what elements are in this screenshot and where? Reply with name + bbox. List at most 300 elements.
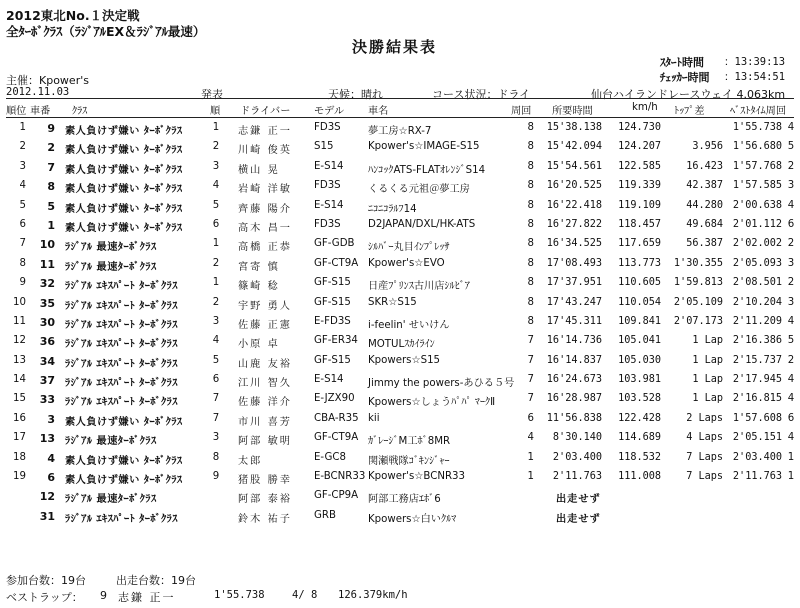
average-speed: 110.054 <box>618 296 661 308</box>
total-time: 15'54.561 <box>546 160 602 172</box>
event-title: 2012東北No.１決定戦 <box>6 8 140 23</box>
car-model: E-BCNR33 <box>314 471 366 483</box>
driver-name: 阿部 敏明 <box>238 436 292 448</box>
laps: 8 <box>527 122 534 133</box>
car-number: 37 <box>39 374 55 388</box>
total-time: 16'34.525 <box>546 238 602 250</box>
gap-to-top: 49.684 <box>686 218 723 230</box>
average-speed: 118.457 <box>618 218 661 230</box>
table-row <box>0 138 800 157</box>
average-speed: 110.605 <box>618 277 661 289</box>
gap-to-top: 1'30.355 <box>673 257 723 269</box>
gap-to-top: 1 Lap <box>692 374 723 386</box>
position: 15 <box>13 393 26 405</box>
best-lap-number: 3 <box>787 257 795 269</box>
position: 9 <box>19 277 26 289</box>
driver-name: 岩崎 洋敏 <box>238 184 292 196</box>
gap-to-top: 1'59.813 <box>673 277 723 289</box>
position: 19 <box>13 471 26 483</box>
laps: 7 <box>527 393 534 405</box>
average-speed: 103.981 <box>618 374 661 386</box>
car-number: 35 <box>39 296 55 310</box>
car-model: GF-CT9A <box>314 257 359 269</box>
car-name: SKR☆S15 <box>368 296 417 308</box>
laps: 8 <box>527 199 534 211</box>
laps: 7 <box>527 335 534 347</box>
best-lap-number: 4 <box>787 315 795 327</box>
class-name: ﾗｼﾞｱﾙ ｴｷｽﾊﾟｰﾄ ﾀｰﾎﾞｸﾗｽ <box>65 378 178 390</box>
car-model: E-S14 <box>314 160 344 172</box>
car-name: kii <box>368 412 380 424</box>
table-row <box>0 274 800 293</box>
class-position: 7 <box>212 393 220 405</box>
best-lap-label: ベストラップ： <box>6 591 83 604</box>
car-number: 2 <box>47 141 55 155</box>
position: 12 <box>13 335 26 347</box>
best-lap-number: 4 <box>787 393 795 405</box>
class-name: ﾗｼﾞｱﾙ ｴｷｽﾊﾟｰﾄ ﾀｰﾎﾞｸﾗｽ <box>65 397 178 409</box>
average-speed: 103.528 <box>618 393 661 405</box>
start-time: ：13:39:13 <box>724 56 786 68</box>
car-model: FD3S <box>314 122 341 133</box>
table-row <box>0 371 800 390</box>
position: 13 <box>13 354 26 366</box>
best-lap-number: 4 <box>787 122 795 133</box>
best-lap-time: 2'16.386 <box>732 335 782 347</box>
laps: 8 <box>527 277 534 289</box>
best-lap-time: 2'15.737 <box>732 354 782 366</box>
laps: 8 <box>527 160 534 172</box>
best-lap-number: 6 <box>787 218 795 230</box>
best-lap-number: 3 <box>787 296 795 308</box>
car-number: 31 <box>39 509 55 523</box>
best-lap-number: 2 <box>787 277 795 289</box>
car-number: 1 <box>47 218 55 232</box>
position: 3 <box>19 160 26 172</box>
col-no: 車番 <box>30 106 51 117</box>
total-time: 16'24.673 <box>546 374 602 386</box>
driver-name: 宮寄 慎 <box>238 261 280 273</box>
best-lap-time: 1'55.738 <box>214 589 265 601</box>
car-name: D2JAPAN/DXL/HK-ATS <box>368 218 476 230</box>
average-speed: 119.109 <box>618 199 661 211</box>
car-model: GF-S15 <box>314 277 351 289</box>
car-model: GF-CP9A <box>314 490 359 502</box>
average-speed: 122.585 <box>618 160 661 172</box>
driver-name: 江川 智久 <box>238 378 292 390</box>
average-speed: 114.689 <box>618 432 661 444</box>
average-speed: 119.339 <box>618 180 661 192</box>
total-time: 16'14.837 <box>546 354 602 366</box>
table-row <box>0 235 800 254</box>
car-number: 7 <box>47 160 55 174</box>
checker-time: ：13:54:51 <box>724 71 786 83</box>
event-subtitle: 全ﾀｰﾎﾞｸﾗｽ（ﾗｼﾞｱﾙEX＆ﾗｼﾞｱﾙ最速） <box>6 24 206 39</box>
table-row <box>0 294 800 313</box>
car-name: Kpower's☆EVO <box>368 257 445 269</box>
table-row <box>0 487 800 506</box>
table-row <box>0 119 800 138</box>
best-lap-time: 1'56.680 <box>732 141 782 153</box>
car-number: 11 <box>39 257 55 271</box>
car-number: 34 <box>39 354 55 368</box>
average-speed: 117.659 <box>618 238 661 250</box>
total-time: 17'43.247 <box>546 296 602 308</box>
col-driver: ドライバー <box>240 106 291 117</box>
class-position: 4 <box>212 180 220 192</box>
results-table <box>0 119 800 526</box>
driver-name: 横山 晃 <box>238 164 280 176</box>
driver-name: 宇野 勇人 <box>238 300 292 312</box>
class-name: ﾗｼﾞｱﾙ 最速ﾀｰﾎﾞｸﾗｽ <box>65 261 157 273</box>
total-time: 15'42.094 <box>546 141 602 153</box>
car-model: E-S14 <box>314 199 344 211</box>
class-position: 1 <box>212 238 220 250</box>
car-model: GF-CT9A <box>314 432 359 444</box>
car-number: 10 <box>39 238 55 252</box>
best-lap-number: 2 <box>787 160 795 172</box>
position: 7 <box>19 238 26 250</box>
class-position: 1 <box>212 122 220 133</box>
car-model: GF-GDB <box>314 238 355 250</box>
table-row <box>0 429 800 448</box>
driver-name: 鈴木 祐子 <box>238 513 292 525</box>
laps: 8 <box>527 180 534 192</box>
table-row <box>0 255 800 274</box>
driver-name: 小原 卓 <box>238 339 280 351</box>
class-position: 3 <box>212 315 220 327</box>
table-row <box>0 216 800 235</box>
course-condition: コース状況：ドライ <box>432 88 531 101</box>
car-number: 6 <box>47 471 55 485</box>
driver-name: 志鎌 正一 <box>238 126 292 137</box>
total-time: 16'22.418 <box>546 199 602 211</box>
page-title: 決勝結果表 <box>352 38 438 56</box>
best-lap-time: 2'16.815 <box>732 393 782 405</box>
header-rule-bottom <box>6 117 794 118</box>
best-lap-time: 2'00.638 <box>732 199 782 211</box>
class-name: 素人負けず嫌い ﾀｰﾎﾞｸﾗｽ <box>65 203 183 215</box>
car-model: E-S14 <box>314 374 344 386</box>
average-speed: 124.730 <box>618 122 661 133</box>
car-name: 阿部工務店ｴﾎﾞ6 <box>368 494 441 506</box>
total-time: 17'45.311 <box>546 315 602 327</box>
position: 17 <box>13 432 26 444</box>
total-time: 16'28.987 <box>546 393 602 405</box>
car-number: 5 <box>47 199 55 213</box>
organizer: 主催：Kpower's <box>6 74 89 87</box>
position: 10 <box>13 296 26 308</box>
car-number: 3 <box>47 412 55 426</box>
class-name: 素人負けず嫌い ﾀｰﾎﾞｸﾗｽ <box>65 126 183 137</box>
car-name: ﾆｺﾆｺﾗﾙﾌ14 <box>368 203 417 215</box>
car-name: MOTULｽｶｲﾗｲﾝ <box>368 339 435 351</box>
best-lap-speed: 126.379km/h <box>338 589 408 601</box>
best-lap-number: 2 <box>787 238 795 250</box>
gap-to-top: 2'07.173 <box>673 315 723 327</box>
laps: 8 <box>527 296 534 308</box>
driver-name: 佐藤 正憲 <box>238 319 292 331</box>
starters-count: 出走台数：19台 <box>116 574 196 587</box>
table-row <box>0 158 800 177</box>
average-speed: 118.532 <box>618 451 661 463</box>
class-position: 3 <box>212 160 220 172</box>
car-model: E-JZX90 <box>314 393 355 405</box>
average-speed: 113.773 <box>618 257 661 269</box>
col-gap: ﾄｯﾌﾟ差 <box>674 106 705 117</box>
car-name: Kpowers☆S15 <box>368 354 441 366</box>
weather: 天候：晴れ <box>328 88 383 101</box>
best-lap-number: 4 <box>787 432 795 444</box>
car-number: 12 <box>39 490 55 504</box>
laps: 8 <box>527 315 534 327</box>
position: 4 <box>19 180 26 192</box>
class-name: 素人負けず嫌い ﾀｰﾎﾞｸﾗｽ <box>65 416 183 428</box>
total-time: 16'27.822 <box>546 218 602 230</box>
driver-name: 高橋 正恭 <box>238 242 292 254</box>
class-position: 6 <box>212 218 220 230</box>
col-class: ｸﾗｽ <box>72 106 88 117</box>
class-name: ﾗｼﾞｱﾙ ｴｷｽﾊﾟｰﾄ ﾀｰﾎﾞｸﾗｽ <box>65 319 178 331</box>
best-lap-driver: 志鎌 正一 <box>118 591 176 604</box>
gap-to-top: 2 Laps <box>686 412 723 424</box>
total-time: 2'11.763 <box>552 471 602 483</box>
col-speed: km/h <box>632 102 658 113</box>
driver-name: 高木 昌一 <box>238 222 292 234</box>
total-time: 15'38.138 <box>546 122 602 133</box>
class-position: 5 <box>212 199 220 211</box>
car-name: Kpowers☆白いｸﾙﾏ <box>368 513 457 525</box>
class-name: 素人負けず嫌い ﾀｰﾎﾞｸﾗｽ <box>65 145 183 157</box>
best-lap-time: 2'08.501 <box>732 277 782 289</box>
car-name: ﾊﾝｺｯｸATS-FLATｵﾚﾝｼﾞS14 <box>368 164 486 176</box>
laps: 8 <box>527 218 534 230</box>
table-row <box>0 313 800 332</box>
car-name: 日産ﾌﾟﾘﾝｽ古川店ｼﾙﾋﾞｱ <box>368 281 470 293</box>
class-position: 5 <box>212 354 220 366</box>
start-label: 発表 <box>201 88 223 101</box>
car-model: S15 <box>314 141 334 153</box>
table-row <box>0 352 800 371</box>
total-time: 16'20.525 <box>546 180 602 192</box>
driver-name: 篠崎 稔 <box>238 281 280 293</box>
position: 2 <box>19 141 26 153</box>
checker-time-label: ﾁｪｯｶｰ時間 <box>660 71 710 84</box>
table-row <box>0 177 800 196</box>
average-speed: 105.041 <box>618 335 661 347</box>
best-lap-number: 4 <box>787 374 795 386</box>
best-lap-time: 1'57.768 <box>732 160 782 172</box>
car-model: E-GC8 <box>314 451 346 463</box>
best-lap-time: 2'17.945 <box>732 374 782 386</box>
position: 6 <box>19 218 26 230</box>
laps: 7 <box>527 354 534 366</box>
class-position: 1 <box>212 277 220 289</box>
best-lap-number: 5 <box>787 141 795 153</box>
position: 18 <box>13 451 26 463</box>
car-name: 関瀬戦隊ｺﾞｷﾝｼﾞｬｰ <box>368 455 450 467</box>
car-number: 36 <box>39 335 55 349</box>
car-model: GF-ER34 <box>314 335 358 347</box>
class-position: 3 <box>212 432 220 444</box>
car-model: FD3S <box>314 180 341 192</box>
table-row <box>0 507 800 526</box>
best-lap-time: 2'03.400 <box>732 451 782 463</box>
best-lap-time: 1'57.608 <box>732 412 782 424</box>
laps: 8 <box>527 141 534 153</box>
col-pos: 順位 <box>6 106 27 117</box>
did-not-start: 出走せず <box>556 513 601 525</box>
driver-name: 市川 喜芳 <box>238 416 292 428</box>
total-time: 17'37.951 <box>546 277 602 289</box>
total-time: 17'08.493 <box>546 257 602 269</box>
average-speed: 124.207 <box>618 141 661 153</box>
class-position: 4 <box>212 335 220 347</box>
total-time: 11'56.838 <box>546 412 602 424</box>
col-ord: 順 <box>210 106 221 117</box>
table-row <box>0 410 800 429</box>
class-name: ﾗｼﾞｱﾙ ｴｷｽﾊﾟｰﾄ ﾀｰﾎﾞｸﾗｽ <box>65 339 178 351</box>
table-row <box>0 449 800 468</box>
class-name: ﾗｼﾞｱﾙ ｴｷｽﾊﾟｰﾄ ﾀｰﾎﾞｸﾗｽ <box>65 300 178 312</box>
col-car: 車名 <box>368 106 389 117</box>
driver-name: 阿部 泰裕 <box>238 494 292 506</box>
best-lap-time: 2'11.763 <box>732 471 782 483</box>
best-lap-number: 6 <box>787 412 795 424</box>
gap-to-top: 1 Lap <box>692 393 723 405</box>
start-time-label: ｽﾀｰﾄ時間 <box>660 56 704 69</box>
car-name: Jimmy the powers-あひる５号 <box>368 378 515 390</box>
table-row <box>0 197 800 216</box>
car-number: 4 <box>47 451 55 465</box>
car-name: ｶﾞﾚｰｼﾞM工ﾎﾞ8MR <box>368 436 451 448</box>
position: 16 <box>13 412 26 424</box>
laps: 6 <box>527 412 534 424</box>
gap-to-top: 3.956 <box>692 141 723 153</box>
laps: 7 <box>527 374 534 386</box>
gap-to-top: 4 Laps <box>686 432 723 444</box>
table-row <box>0 332 800 351</box>
car-model: GF-S15 <box>314 296 351 308</box>
best-lap-number: 5 <box>787 335 795 347</box>
gap-to-top: 2'05.109 <box>673 296 723 308</box>
gap-to-top: 7 Laps <box>686 451 723 463</box>
col-laps: 周回 <box>511 106 532 117</box>
gap-to-top: 44.280 <box>686 199 723 211</box>
did-not-start: 出走せず <box>556 494 601 506</box>
car-model: CBA-R35 <box>314 412 359 424</box>
best-lap-number: 3 <box>787 180 795 192</box>
car-number: 32 <box>39 277 55 291</box>
average-speed: 105.030 <box>618 354 661 366</box>
class-position: 7 <box>212 412 220 424</box>
class-name: ﾗｼﾞｱﾙ 最速ﾀｰﾎﾞｸﾗｽ <box>65 436 157 448</box>
circuit: 仙台ハイランドレースウェイ 4.063km <box>591 88 786 101</box>
car-name: 夢工房☆RX-7 <box>368 126 432 137</box>
class-name: ﾗｼﾞｱﾙ ｴｷｽﾊﾟｰﾄ ﾀｰﾎﾞｸﾗｽ <box>65 358 178 370</box>
laps: 8 <box>527 238 534 250</box>
best-lap-number: 1 <box>787 451 795 463</box>
driver-name: 猪股 勝幸 <box>238 475 292 487</box>
gap-to-top: 1 Lap <box>692 335 723 347</box>
gap-to-top: 1 Lap <box>692 354 723 366</box>
car-model: E-FD3S <box>314 315 351 327</box>
car-number: 13 <box>39 432 55 446</box>
best-lap-lap: 4/ 8 <box>292 589 318 601</box>
best-lap-number: 4 <box>787 199 795 211</box>
best-lap-time: 2'05.151 <box>732 432 782 444</box>
class-name: 素人負けず嫌い ﾀｰﾎﾞｸﾗｽ <box>65 164 183 176</box>
col-time: 所要時間 <box>552 106 593 117</box>
class-position: 2 <box>212 296 220 308</box>
average-speed: 109.841 <box>618 315 661 327</box>
class-position: 9 <box>212 471 220 483</box>
class-name: 素人負けず嫌い ﾀｰﾎﾞｸﾗｽ <box>65 184 183 196</box>
position: 14 <box>13 374 26 386</box>
car-model: FD3S <box>314 218 341 230</box>
total-time: 2'03.400 <box>552 451 602 463</box>
average-speed: 111.008 <box>618 471 661 483</box>
best-lap-time: 1'57.585 <box>732 180 782 192</box>
total-time: 8'30.140 <box>552 432 602 444</box>
driver-name: 川崎 俊英 <box>238 145 292 157</box>
laps: 1 <box>527 451 534 463</box>
position: 11 <box>13 315 26 327</box>
car-name: Kpower's☆IMAGE-S15 <box>368 141 480 153</box>
driver-name: 山鹿 友裕 <box>238 358 292 370</box>
best-lap-time: 2'11.209 <box>732 315 782 327</box>
car-number: 33 <box>39 393 55 407</box>
car-name: Kpower's☆BCNR33 <box>368 471 465 483</box>
class-name: ﾗｼﾞｱﾙ ｴｷｽﾊﾟｰﾄ ﾀｰﾎﾞｸﾗｽ <box>65 281 178 293</box>
driver-name: 佐藤 洋介 <box>238 397 292 409</box>
car-name: Kpowers☆しょうﾊﾟﾊﾟ ﾏｰｸⅡ <box>368 397 496 409</box>
class-position: 2 <box>212 141 220 153</box>
best-lap-time: 2'02.002 <box>732 238 782 250</box>
gap-to-top: 16.423 <box>686 160 723 172</box>
column-header <box>0 99 800 118</box>
best-lap-number: 1 <box>787 471 795 483</box>
class-name: 素人負けず嫌い ﾀｰﾎﾞｸﾗｽ <box>65 222 183 234</box>
car-name: くるくる元祖＠夢工房 <box>368 184 470 196</box>
table-row <box>0 468 800 487</box>
car-model: GF-S15 <box>314 354 351 366</box>
driver-name: 太郎 <box>238 455 263 467</box>
class-position: 6 <box>212 374 220 386</box>
class-position: 2 <box>212 257 220 269</box>
best-lap-time: 1'55.738 <box>732 122 782 133</box>
car-model: GRB <box>314 509 336 521</box>
class-name: ﾗｼﾞｱﾙ 最速ﾀｰﾎﾞｸﾗｽ <box>65 242 157 254</box>
best-lap-time: 2'01.112 <box>732 218 782 230</box>
laps: 4 <box>527 432 534 444</box>
car-number: 9 <box>47 122 55 135</box>
car-name: i-feelin' せいけん <box>368 319 450 331</box>
class-name: ﾗｼﾞｱﾙ ｴｷｽﾊﾟｰﾄ ﾀｰﾎﾞｸﾗｽ <box>65 513 178 525</box>
gap-to-top: 7 Laps <box>686 471 723 483</box>
laps: 8 <box>527 257 534 269</box>
total-time: 16'14.736 <box>546 335 602 347</box>
position: 8 <box>19 257 26 269</box>
best-lap-car-no: 9 <box>100 589 107 602</box>
car-number: 8 <box>47 180 55 194</box>
gap-to-top: 42.387 <box>686 180 723 192</box>
date: 2012.11.03 <box>6 86 70 98</box>
gap-to-top: 56.387 <box>686 238 723 250</box>
class-name: 素人負けず嫌い ﾀｰﾎﾞｸﾗｽ <box>65 455 183 467</box>
position: 1 <box>19 122 26 133</box>
best-lap-number: 2 <box>787 354 795 366</box>
